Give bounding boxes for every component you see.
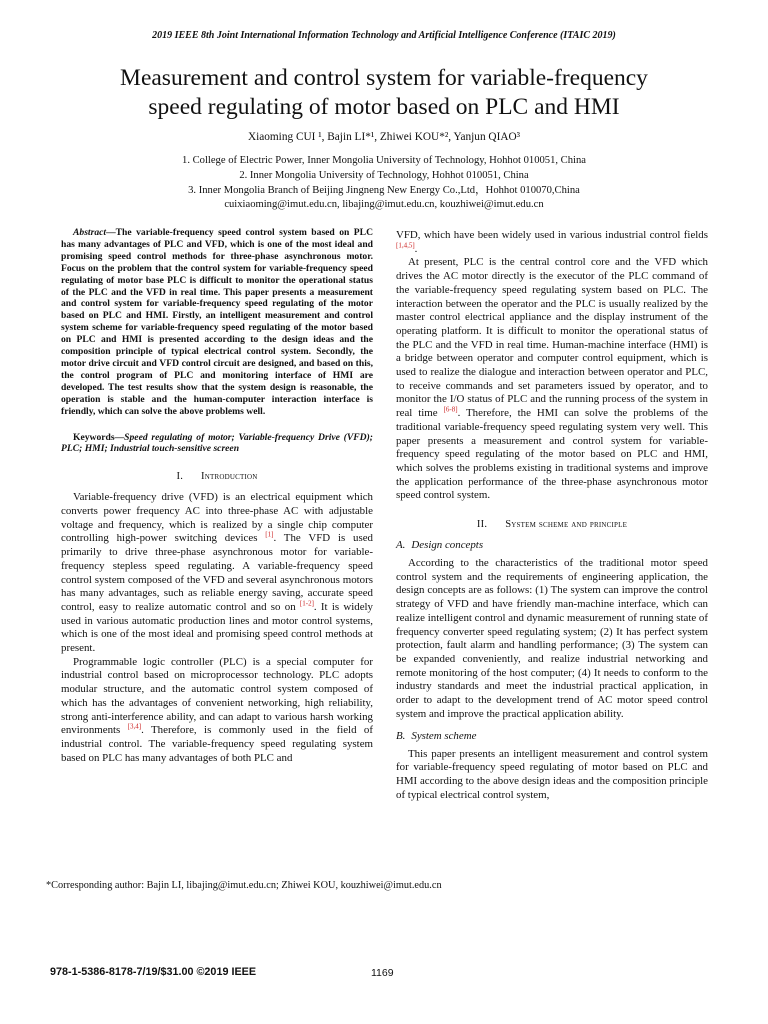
subsection-heading-design-concepts <box>396 539 708 551</box>
section-heading-system-scheme <box>396 519 708 530</box>
keywords-label: Keywords— <box>73 431 125 443</box>
author-emails: cuixiaoming@imut.edu.cn, libajing@imut.edu.cn, kouzhiwei@imut.edu.cn <box>224 199 544 211</box>
section-title: Introduction <box>201 471 258 483</box>
affiliations <box>0 154 768 213</box>
keywords <box>61 432 373 456</box>
citation-ref[interactable]: [1,4,5] <box>396 241 415 250</box>
subsection-number: A. <box>396 539 406 552</box>
text-run: . The VFD is used primarily to drive three-phase asynchronous motor for variable-frequency stepless speed regulating. A variable-frequency speed control system composed of the VFD and several asynchronous motors has many advantages, such as reliable energy saving, accurate speed control, easy to realize automatic control and so on <box>61 532 373 613</box>
section-heading-introduction <box>61 471 373 482</box>
conference-header: 2019 IEEE 8th Joint International Information Technology and Artificial Intelligence Conference (ITAIC 2019) <box>152 30 616 41</box>
right-column <box>396 229 708 802</box>
corresponding-author-footnote: *Corresponding author: Bajin LI, libajing@imut.edu.cn; Zhiwei KOU, kouzhiwei@imut.edu.cn <box>46 880 442 891</box>
intro-paragraph-1 <box>61 491 373 655</box>
affiliation-3: 3. Inner Mongolia Branch of Beijing Jingneng New Energy Co.,Ltd，Hohhot 010070,China <box>188 184 580 196</box>
design-concepts-paragraph: According to the characteristics of the traditional motor speed control system and the requirements of engineering application, the design concepts are as follows: (1) The system can improve the control strategy of VFD and have friendly man-machine interface, which can realize intelligent control and dynamic measurement of running state of frequency converter speed regulating system; (2) It has perfect system protection, fault alarm and handling performance; (3) The system can be expanded conveniently, and realize industrial networking and remote monitoring of the host computer; (4) It needs to conform to the industry standards and meet the industrial practical application, in order to adapt to the development trend of AC motor speed control system and improve the practical application ability. <box>396 557 708 720</box>
text-run: Programmable logic controller (PLC) is a special computer for industrial control based on microprocessor technology. PLC adopts modular structure, and the automatic control system composed of which has the advantages of convenient networking, high reliability, strong anti-interference ability, and can adapt to various harsh working environments <box>61 655 373 737</box>
intro-paragraph-2-continued <box>396 229 708 256</box>
subsection-heading-system-scheme <box>396 730 708 742</box>
affiliation-1: 1. College of Electric Power, Inner Mongolia University of Technology, Hohhot 010051, China <box>182 155 586 166</box>
text-run: . Therefore, the HMI can solve the problems of the traditional variable-frequency speed regulating system very well. This paper presents a measurement and control system for variable-frequency speed regulating of the motor based on PLC and HMI, which solves the problems existing in traditional systems and improve the application performance of the three-phase asynchronous motor speed control system. <box>396 407 708 502</box>
text-run: . It is widely used in various automatic production lines and motor control systems, which is one of the most ideal and promising speed control methods at present. <box>61 600 374 655</box>
subsection-title: Design concepts <box>411 539 484 552</box>
text-run: Variable-frequency drive (VFD) is an electrical equipment which converts power frequency AC into three-phase AC with adjustable voltage and frequency, which is realized by a single chip computer controlling high-power switching devices <box>61 491 373 545</box>
abstract-text: —The variable-frequency speed control system based on PLC has many advantages of PLC and VFD, which is one of the most ideal and promising speed control methods for three-phase asynchronous motor. Focus on the problem that the control system for variable-frequency speed regulating of motor base PLC is difficult to monitor the operational status of the PLC and the VFD in real time. This paper presents a measurement and control system for variable-frequency speed regulating of the motor based on PLC and HMI. Firstly, an intelligent measurement and control system scheme for variable-frequency speed regulating of the motor based on PLC and HMI is presented according to the design ideas and the composition principle of typical electrical control system. Secondly, the motor drive circuit and VFD control circuit are designed, and based on this, the control program of PLC and monitoring interface of HMI are developed. The test results show that the system design is reasonable, the operation is stable and the human-computer interaction interface is friendly, which can solve the above problems well. <box>61 227 373 417</box>
subsection-title: System scheme <box>411 729 477 742</box>
isbn-copyright: 978-1-5386-8178-7/19/$31.00 ©2019 IEEE <box>50 966 257 978</box>
abstract-label: Abstract <box>73 227 107 238</box>
text-run: . Therefore, is commonly used in the field of industrial control. The variable-frequency speed regulating system based on PLC has many advantages of both PLC and <box>61 724 373 764</box>
paper-title <box>40 64 728 122</box>
left-column <box>61 227 373 765</box>
citation-ref[interactable]: [3,4] <box>127 722 142 731</box>
abstract <box>61 227 373 418</box>
affiliation-2: 2. Inner Mongolia University of Technology, Hohhot 010051, China <box>239 169 529 181</box>
text-run: . <box>414 242 418 255</box>
citation-ref[interactable]: [1] <box>265 530 274 539</box>
text-run: At present, PLC is the central control core and the VFD which drives the AC motor directly is the executor of the PLC command of the variable-frequency speed regulating system based on PLC. The interaction between the operator and the PLC is usually realized by the master control electrical appliance and the display instrument of the operating platform. It is difficult to monitor the operational status of the PLC and the VFD in real time. Human-machine interface (HMI) is a bridge between operator and computer control equipment, which is used to realize the dialogue and interaction between operator and PLC, to receive commands and set parameters issued by operator, and to monitor the I/O status of PLC and the running process of the system in real time <box>396 256 708 420</box>
keywords-text: Speed regulating of motor; Variable-frequency Drive (VFD); PLC; HMI; Industrial touch-sensitive screen <box>61 431 373 455</box>
section-title: System scheme and principle <box>505 519 628 531</box>
section-number: I. <box>176 471 184 483</box>
citation-ref[interactable]: [1-2] <box>299 599 314 608</box>
text-run: VFD, which have been widely used in various industrial control fields <box>396 229 708 241</box>
paper-title-line-1: Measurement and control system for variable-frequency <box>120 65 648 91</box>
intro-paragraph-2 <box>61 656 373 766</box>
paper-title-line-2: speed regulating of motor based on PLC and HMI <box>148 94 620 120</box>
subsection-number: B. <box>396 729 406 742</box>
section-number: II. <box>476 519 488 531</box>
intro-paragraph-3 <box>396 256 708 503</box>
system-scheme-paragraph: This paper presents an intelligent measurement and control system for variable-frequency speed regulating of motor based on PLC and HMI according to the above design ideas and the composition principle of typical electrical control system, <box>396 747 708 801</box>
citation-ref[interactable]: [6-8] <box>443 405 458 414</box>
author-list: Xiaoming CUI ¹, Bajin LI*¹, Zhiwei KOU*², Yanjun QIAO³ <box>247 131 521 143</box>
page-number: 1169 <box>371 967 394 979</box>
